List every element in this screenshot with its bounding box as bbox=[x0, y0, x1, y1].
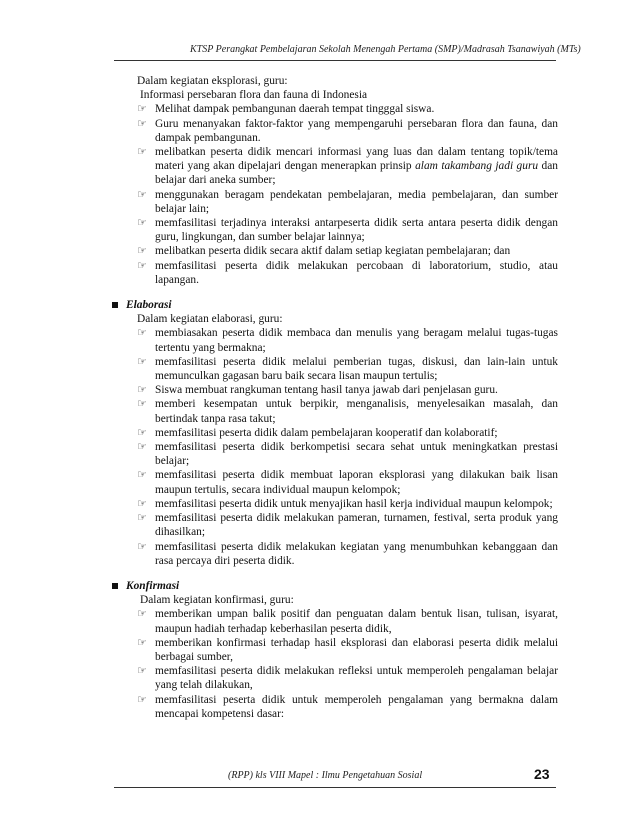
pointing-hand-icon: ☞ bbox=[137, 692, 147, 706]
list-item: ☞ Siswa membuat rangkuman tentang hasil tanya jawab dari penjelasan guru. bbox=[137, 383, 498, 397]
list-item: ☞ memfasilitasi peserta didik berkompetisi secara sehat untuk meningkatkan prestasi belajar; bbox=[137, 440, 558, 468]
elaborasi-heading: Elaborasi bbox=[112, 298, 558, 312]
eksplorasi-intro: Dalam kegiatan eksplorasi, guru: bbox=[137, 75, 288, 87]
page-number: 23 bbox=[534, 766, 550, 782]
list-item: ☞ memberikan umpan balik positif dan penguatan dalam bentuk lisan, tulisan, isyarat, maupun hadiah terhadap keberhasilan peserta didik, bbox=[137, 607, 558, 635]
pointing-hand-icon: ☞ bbox=[137, 539, 147, 553]
pointing-hand-icon: ☞ bbox=[137, 468, 147, 482]
pointing-hand-icon: ☞ bbox=[137, 258, 147, 272]
konfirmasi-section bbox=[112, 579, 558, 721]
konfirmasi-heading: Konfirmasi bbox=[112, 579, 558, 593]
pointing-hand-icon: ☞ bbox=[137, 102, 147, 116]
list-item: ☞ memfasilitasi peserta didik melakukan refleksi untuk memperoleh pengalaman belajar yang telah dilakukan, bbox=[137, 664, 558, 692]
pointing-hand-icon: ☞ bbox=[137, 326, 147, 340]
konfirmasi-list bbox=[112, 607, 558, 721]
page-body bbox=[112, 74, 558, 721]
list-item: ☞ menggunakan beragam pendekatan pembelajaran, media pembelajaran, dan sumber belajar lain; bbox=[137, 187, 558, 215]
pointing-hand-icon: ☞ bbox=[137, 425, 147, 439]
pointing-hand-icon: ☞ bbox=[137, 511, 147, 525]
list-item: ☞ memfasilitasi peserta didik melalui pemberian tugas, diskusi, dan lain-lain untuk memunculkan gagasan baru baik secara lisan maupun tertulis; bbox=[137, 354, 558, 383]
page-header: KTSP Perangkat Pembelajaran Sekolah Menengah Pertama (SMP)/Madrasah Tsanawiyah (MTs) bbox=[190, 44, 581, 55]
list-item: ☞ memberi kesempatan untuk berpikir, menganalisis, menyelesaikan masalah, dan bertindak tanpa rasa takut; bbox=[137, 397, 558, 425]
list-item: ☞ memfasilitasi terjadinya interaksi antarpeserta didik serta antara peserta didik dengan guru, lingkungan, dan sumber belajar lainnya; bbox=[137, 216, 558, 244]
elaborasi-list bbox=[112, 326, 558, 567]
list-item: ☞ Melihat dampak pembangunan daerah tempat tingggal siswa. bbox=[137, 102, 435, 116]
list-item: ☞ memfasilitasi peserta didik membuat laporan eksplorasi yang dilakukan baik lisan maupun tertulis, secara individual maupun kelompok; bbox=[137, 468, 558, 496]
page-footer: (RPP) kls VIII Mapel : Ilmu Pengetahuan Sosial bbox=[228, 770, 423, 781]
footer-divider bbox=[114, 787, 556, 788]
pointing-hand-icon: ☞ bbox=[137, 216, 147, 230]
header-divider bbox=[114, 60, 556, 61]
list-item: ☞ memfasilitasi peserta didik untuk menyajikan hasil kerja individual maupun kelompok; bbox=[137, 496, 553, 510]
list-item: ☞ melibatkan peserta didik secara aktif dalam setiap kegiatan pembelajaran; dan bbox=[137, 244, 511, 258]
pointing-hand-icon: ☞ bbox=[137, 607, 147, 621]
pointing-hand-icon: ☞ bbox=[137, 244, 147, 258]
pointing-hand-icon: ☞ bbox=[137, 635, 147, 649]
list-item: ☞ Guru menanyakan faktor-faktor yang mempengaruhi persebaran flora dan fauna, dan dampak pembangunan. bbox=[137, 116, 558, 144]
list-item: ☞ melibatkan peserta didik mencari informasi yang luas dan dalam tentang topik/tema materi yang akan dipelajari dengan menerapkan prinsip alam takambang jadi guru dan belajar dari aneka sumber; bbox=[137, 145, 558, 187]
italic-phrase: alam takambang jadi guru bbox=[415, 160, 539, 173]
pointing-hand-icon: ☞ bbox=[137, 496, 147, 510]
pointing-hand-icon: ☞ bbox=[137, 354, 147, 368]
pointing-hand-icon: ☞ bbox=[137, 664, 147, 678]
pointing-hand-icon: ☞ bbox=[137, 116, 147, 130]
list-item: ☞ memfasilitasi peserta didik melakukan percobaan di laboratorium, studio, atau lapangan. bbox=[137, 258, 558, 286]
pointing-hand-icon: ☞ bbox=[137, 397, 147, 411]
elaborasi-section bbox=[112, 298, 558, 568]
pointing-hand-icon: ☞ bbox=[137, 145, 147, 159]
konfirmasi-intro: Dalam kegiatan konfirmasi, guru: bbox=[140, 594, 294, 607]
list-item: ☞ memfasilitasi peserta didik dalam pembelajaran kooperatif dan kolaboratif; bbox=[137, 425, 498, 439]
pointing-hand-icon: ☞ bbox=[137, 440, 147, 454]
list-item: ☞ memberikan konfirmasi terhadap hasil eksplorasi dan elaborasi peserta didik melalui berbagai sumber, bbox=[137, 635, 558, 663]
eksplorasi-topic: Informasi persebaran flora dan fauna di Indonesia bbox=[140, 89, 368, 102]
elaborasi-intro: Dalam kegiatan elaborasi, guru: bbox=[137, 313, 283, 326]
list-item: ☞ memfasilitasi peserta didik untuk memperoleh pengalaman yang bermakna dalam mencapai kompetensi dasar: bbox=[137, 692, 558, 720]
eksplorasi-list bbox=[112, 102, 558, 287]
pointing-hand-icon: ☞ bbox=[137, 383, 147, 397]
square-bullet-icon bbox=[112, 302, 118, 308]
list-item: ☞ memfasilitasi peserta didik melakukan kegiatan yang menumbuhkan kebanggaan dan rasa percaya diri peserta didik. bbox=[137, 539, 558, 567]
pointing-hand-icon: ☞ bbox=[137, 187, 147, 201]
list-item: ☞ membiasakan peserta didik membaca dan menulis yang beragam melalui tugas-tugas tertentu yang bermakna; bbox=[137, 326, 558, 354]
list-item: ☞ memfasilitasi peserta didik melakukan pameran, turnamen, festival, serta produk yang dihasilkan; bbox=[137, 511, 558, 539]
square-bullet-icon bbox=[112, 583, 118, 589]
